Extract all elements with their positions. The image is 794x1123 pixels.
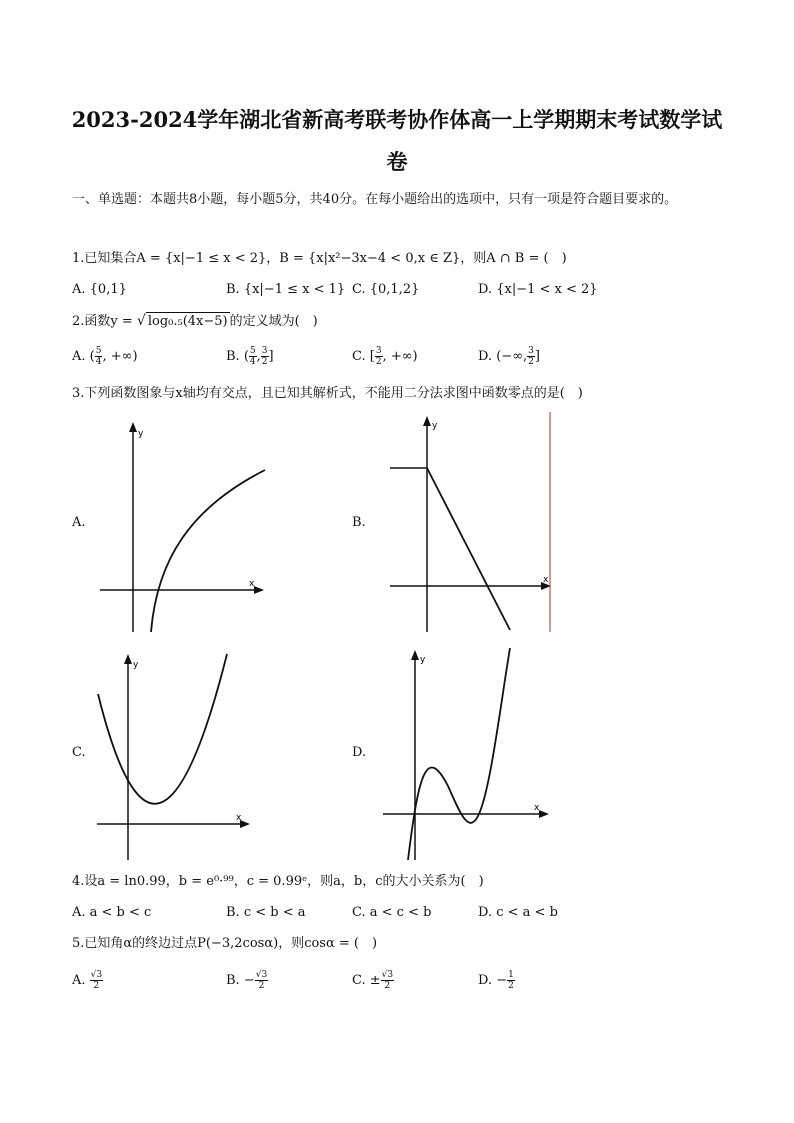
fraction-numerator: 5 xyxy=(249,346,256,356)
question-5-option-b xyxy=(226,970,268,991)
graph-a-x-label: x xyxy=(249,579,255,589)
graph-d-x-arrow xyxy=(539,810,549,818)
option-b-mid: , xyxy=(256,349,261,364)
exam-title-line1: 2023-2024学年湖北省新高考联考协作体高一上学期期末考试数学试 xyxy=(71,107,723,132)
question-1-option-c: C. {0,1,2} xyxy=(352,282,420,297)
graph-c-x-arrow xyxy=(240,820,250,828)
graph-b-label: B. xyxy=(352,515,366,530)
option-d-post: ] xyxy=(534,349,540,364)
fraction-denominator: 2 xyxy=(375,357,382,367)
option-c-pre: C. ± xyxy=(352,973,381,988)
fraction-numerator: √3 xyxy=(381,970,394,980)
graph-d-x-label: x xyxy=(534,803,540,813)
fraction-numerator: 1 xyxy=(508,970,514,980)
option-d-pre: D. − xyxy=(478,973,508,988)
option-c-fraction xyxy=(375,346,383,367)
graph-c-y-arrow xyxy=(124,654,132,664)
graph-c xyxy=(92,652,252,862)
question-2-option-a xyxy=(72,346,138,367)
question-4-stem: 4.设a = ln0.99，b = e⁰·⁹⁹，c = 0.99ᵉ，则a，b，c的大小关系为( ) xyxy=(72,874,484,889)
question-4-option-b: B. c < b < a xyxy=(226,905,306,920)
option-a-post: , +∞) xyxy=(102,349,138,364)
fraction-denominator: 2 xyxy=(508,981,514,991)
question-4-option-a: A. a < b < c xyxy=(72,905,152,920)
graph-b-x-label: x xyxy=(543,575,549,585)
graph-b-y-arrow xyxy=(423,416,431,426)
question-1-option-d: D. {x|−1 < x < 2} xyxy=(478,282,598,297)
option-d-fraction xyxy=(527,346,535,367)
option-b-pre: B. ( xyxy=(226,349,249,364)
graph-b-line xyxy=(427,468,510,630)
question-3-stem: 3.下列函数图象与x轴均有交点，且已知其解析式，不能用二分法求图中函数零点的是( ) xyxy=(72,386,583,401)
fraction-denominator: 2 xyxy=(93,981,100,991)
graph-c-x-label: x xyxy=(236,813,242,823)
question-5-option-d xyxy=(478,970,515,991)
fraction-numerator: 3 xyxy=(528,346,534,356)
fraction-numerator: 3 xyxy=(375,346,382,356)
question-2-prefix: 2.函数y = xyxy=(72,314,137,329)
fraction-denominator: 4 xyxy=(249,357,256,367)
question-4-option-c: C. a < c < b xyxy=(352,905,432,920)
question-1-option-a: A. {0,1} xyxy=(72,282,127,297)
option-c-pre: C. [ xyxy=(352,349,375,364)
question-1-option-b: B. {x|−1 ≤ x < 1} xyxy=(226,282,346,297)
option-c-post: , +∞) xyxy=(382,349,418,364)
question-1-stem: 1.已知集合A = {x|−1 ≤ x < 2}，B = {x|x²−3x−4 < 0,x ∈ Z}，则A ∩ B = ( ) xyxy=(72,251,567,266)
exam-title-line2: 卷 xyxy=(386,149,408,174)
option-b-pre: B. − xyxy=(226,973,255,988)
graph-c-y-label: y xyxy=(133,660,139,670)
option-a-fraction xyxy=(90,970,103,991)
option-b-post: ] xyxy=(268,349,274,364)
fraction-numerator: 5 xyxy=(95,346,102,356)
fraction-denominator: 2 xyxy=(528,357,534,367)
option-c-fraction xyxy=(381,970,394,991)
graph-d-y-label: y xyxy=(420,655,426,665)
graph-a-x-arrow xyxy=(254,586,264,594)
graph-c-parabola xyxy=(98,654,227,804)
graph-a-y-label: y xyxy=(138,429,144,439)
graph-c-label: C. xyxy=(72,745,86,760)
graph-a-label: A. xyxy=(72,515,86,530)
option-b-fraction-1 xyxy=(249,346,257,367)
option-b-fraction xyxy=(255,970,268,991)
fraction-denominator: 2 xyxy=(258,981,265,991)
question-2-option-c xyxy=(352,346,418,367)
question-2-suffix: 的定义域为( ) xyxy=(229,314,318,329)
option-a-pre: A. ( xyxy=(72,349,95,364)
option-b-fraction-2 xyxy=(261,346,269,367)
graph-b xyxy=(385,410,555,632)
graph-d-label: D. xyxy=(352,745,367,760)
graph-b-y-label: y xyxy=(432,421,438,431)
graph-a xyxy=(95,420,270,635)
graph-a-log-curve xyxy=(151,470,265,632)
option-d-fraction xyxy=(507,970,515,991)
graph-d xyxy=(378,648,553,863)
sqrt-sign: √ xyxy=(136,313,146,329)
fraction-denominator: 4 xyxy=(95,357,102,367)
question-4-option-d: D. c < a < b xyxy=(478,905,558,920)
question-5-option-a xyxy=(72,970,103,991)
question-2-option-b xyxy=(226,346,274,367)
question-2-option-d xyxy=(478,346,540,367)
option-d-pre: D. (−∞, xyxy=(478,349,528,364)
fraction-numerator: √3 xyxy=(90,970,103,980)
question-2-radicand: log₀.₅(4x−5) xyxy=(147,314,228,329)
question-5-option-c xyxy=(352,970,394,991)
section-heading: 一、单选题：本题共8小题，每小题5分，共40分。在每小题给出的选项中，只有一项是符合题目要求的。 xyxy=(72,192,678,207)
fraction-numerator: 3 xyxy=(261,346,268,356)
question-5-stem: 5.已知角α的终边过点P(−3,2cosα)，则cosα = ( ) xyxy=(72,936,378,951)
graph-a-y-arrow xyxy=(129,422,137,432)
graph-d-cubic-curve xyxy=(408,648,510,860)
graph-d-y-arrow xyxy=(411,650,419,660)
fraction-denominator: 2 xyxy=(261,357,268,367)
fraction-numerator: √3 xyxy=(255,970,268,980)
question-2-stem xyxy=(72,312,318,331)
fraction-denominator: 2 xyxy=(384,981,391,991)
option-a-pre: A. xyxy=(72,973,90,988)
